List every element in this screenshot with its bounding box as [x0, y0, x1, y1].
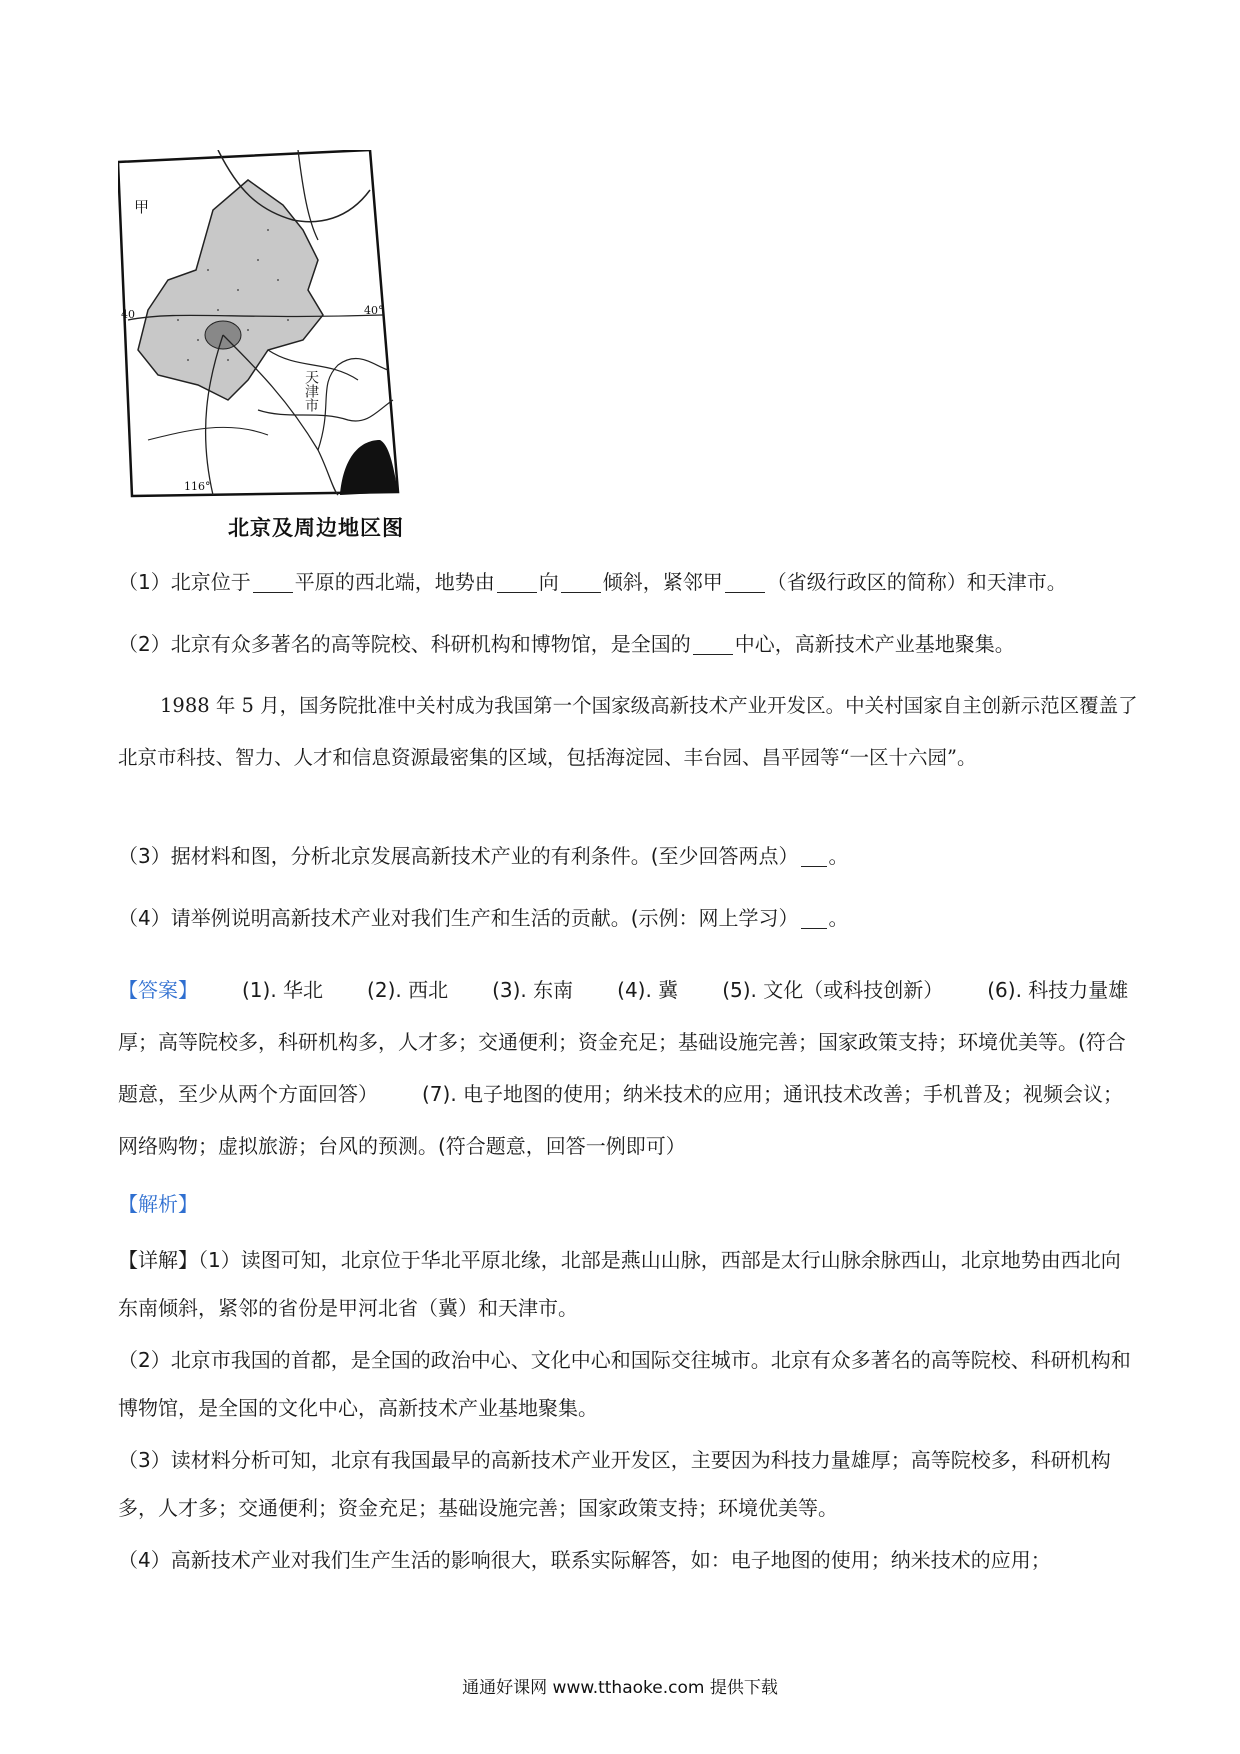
q3-blank — [801, 846, 827, 867]
question-2 — [118, 630, 1015, 658]
q1-blank-2 — [497, 572, 537, 593]
q4-suffix: 。 — [828, 906, 849, 930]
map-label-latitude-left: 40 — [121, 308, 135, 321]
analysis-p1-text: （1）读图可知，北京位于华北平原北缘，北部是燕山山脉，西部是太行山脉余脉西山，北京地势由西北向东南倾斜，紧邻的省份是甲河北省（冀）和天津市。 — [118, 1248, 1121, 1320]
analysis-p1 — [118, 1236, 1138, 1332]
q4-blank — [801, 908, 827, 929]
map-label-latitude: 40° — [364, 304, 384, 317]
q3-suffix: 。 — [828, 844, 849, 868]
map-label-longitude: 116° — [184, 480, 211, 493]
answer-2: (2). 西北 — [367, 978, 449, 1002]
q1-blank-3 — [561, 572, 601, 593]
q3-prefix: （3）据材料和图，分析北京发展高新技术产业的有利条件。(至少回答两点） — [118, 844, 799, 868]
q1-part3: 向 — [538, 570, 559, 594]
answer-5: (5). 文化（或科技创新） — [722, 978, 944, 1002]
q1-part2: 平原的西北端，地势由 — [294, 570, 495, 594]
q2-suffix: 中心，高新技术产业基地聚集。 — [734, 632, 1015, 656]
page-footer: 通通好课网 www.tthaoke.com 提供下载 — [462, 1678, 778, 1698]
analysis-heading — [118, 1190, 198, 1218]
material-paragraph: 1988 年 5 月，国务院批准中关村成为我国第一个国家级高新技术产业开发区。中关村国家自主创新示范区覆盖了北京市科技、智力、人才和信息资源最密集的区域，包括海淀园、丰台园、昌平园等“一区十六园”。 — [118, 694, 1138, 769]
analysis-tag: 【解析】 — [118, 1192, 198, 1216]
answer-block — [118, 964, 1138, 1172]
detail-tag: 【详解】 — [118, 1248, 198, 1272]
q2-blank — [693, 634, 733, 655]
q1-part4: 倾斜，紧邻甲 — [602, 570, 723, 594]
question-1 — [118, 568, 1067, 596]
q1-blank-4 — [725, 572, 765, 593]
q1-part5: （省级行政区的简称）和天津市。 — [766, 570, 1067, 594]
map-caption: 北京及周边地区图 — [228, 515, 404, 540]
question-3 — [118, 842, 849, 870]
analysis-p4: （4）高新技术产业对我们生产生活的影响很大，联系实际解答，如：电子地图的使用；纳米技术的应用； — [118, 1548, 1051, 1572]
answer-tag: 【答案】 — [118, 978, 198, 1002]
q4-prefix: （4）请举例说明高新技术产业对我们生产和生活的贡献。(示例：网上学习） — [118, 906, 799, 930]
q2-prefix: （2）北京有众多著名的高等院校、科研机构和博物馆，是全国的 — [118, 632, 691, 656]
answer-6: (6). 科技力量雄厚；高等院校多，科研机构多，人才多；交通便利；资金充足；基础设施完善；国家政策支持；环境优美等。(符合题意，至少从两个方面回答） — [118, 978, 1129, 1106]
map-label-jia: 甲 — [134, 198, 150, 216]
analysis-p3: （3）读材料分析可知，北京有我国最早的高新技术产业开发区，主要因为科技力量雄厚；高等院校多，科研机构多，人才多；交通便利；资金充足；基础设施完善；国家政策支持；环境优美等。 — [118, 1448, 1111, 1520]
q1-blank-1 — [253, 572, 293, 593]
question-4 — [118, 904, 849, 932]
answer-1: (1). 华北 — [242, 978, 324, 1002]
answer-3: (3). 东南 — [492, 978, 574, 1002]
answer-4: (4). 冀 — [617, 978, 679, 1002]
map-label-tianjin: 天津市 — [303, 370, 319, 412]
answer-7: (7). 电子地图的使用；纳米技术的应用；通讯技术改善；手机普及；视频会议；网络购物；虚拟旅游；台风的预测。(符合题意，回答一例即可） — [118, 1082, 1124, 1158]
beijing-map — [118, 150, 448, 510]
analysis-p2: （2）北京市我国的首都，是全国的政治中心、文化中心和国际交往城市。北京有众多著名的高等院校、科研机构和博物馆，是全国的文化中心，高新技术产业基地聚集。 — [118, 1348, 1131, 1420]
q1-prefix: （1）北京位于 — [118, 570, 251, 594]
beijing-map-figure — [118, 150, 448, 540]
